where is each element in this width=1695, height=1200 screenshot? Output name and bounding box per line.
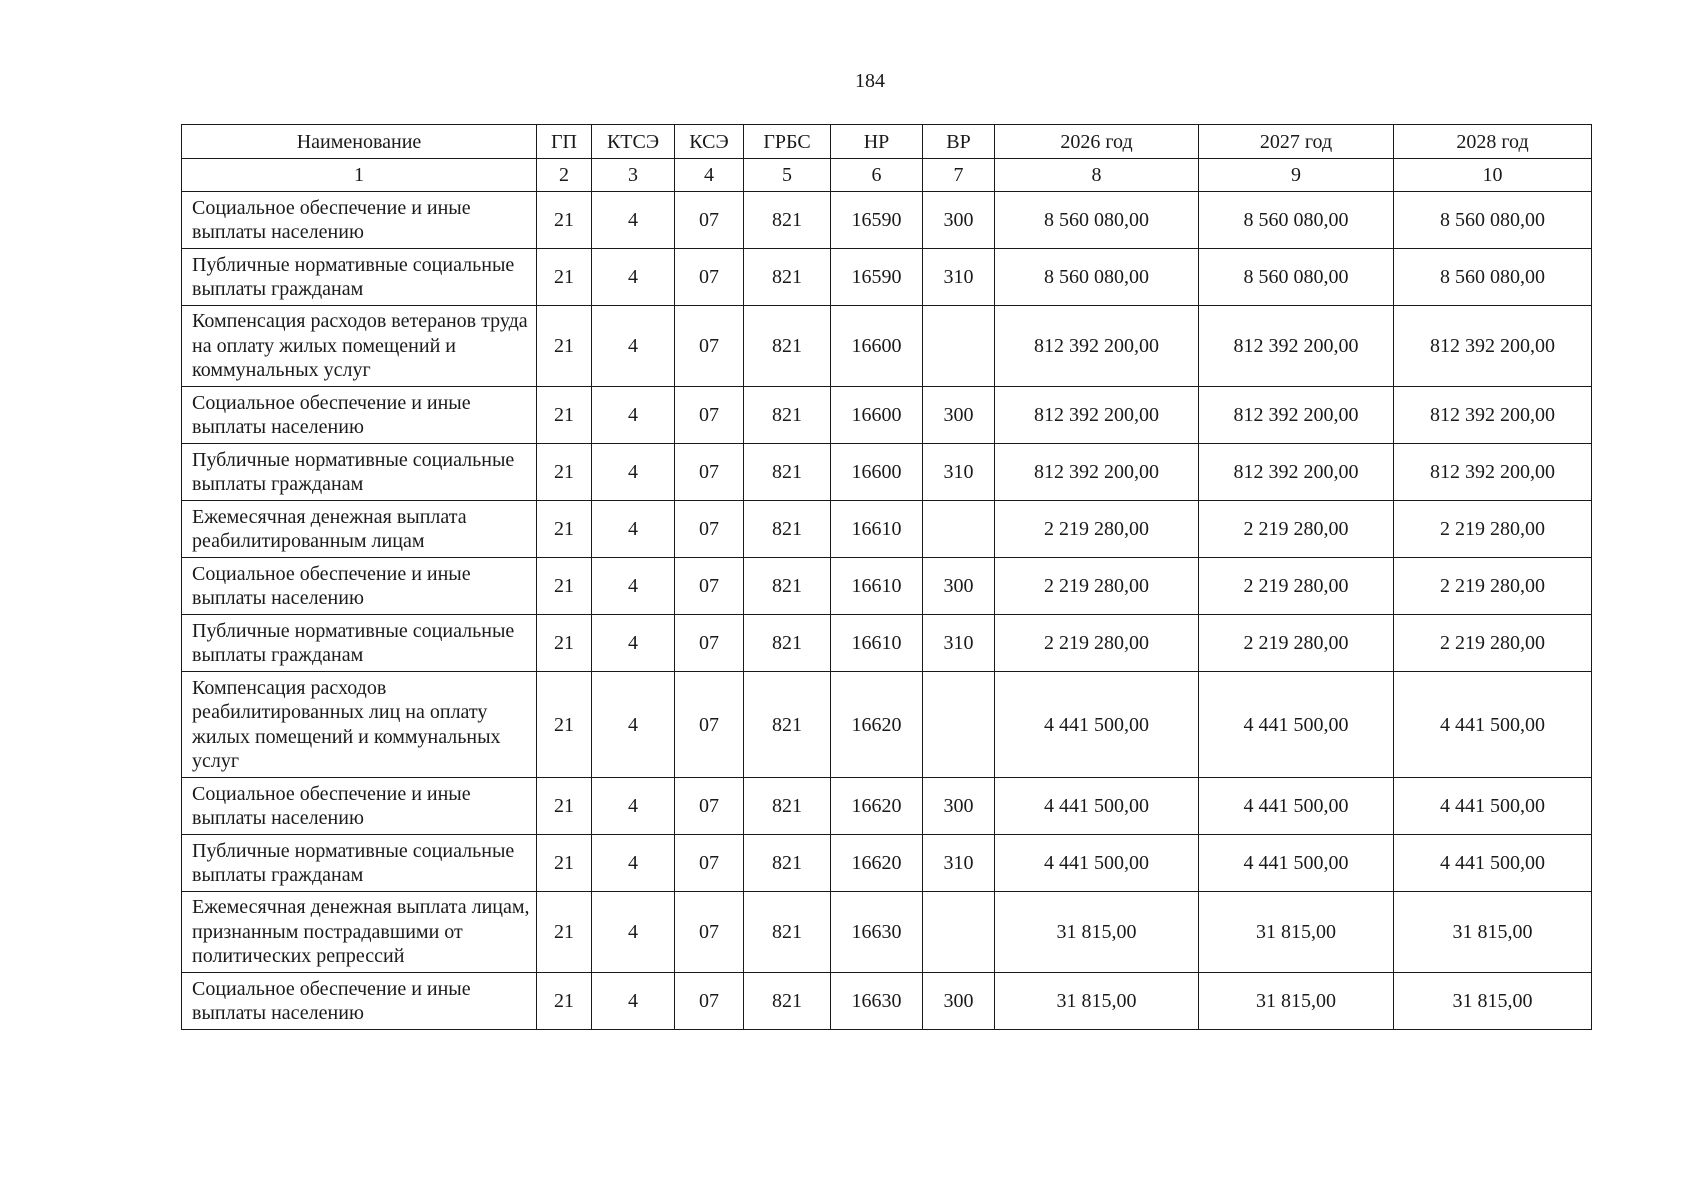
cell-grbs: 821 [744, 892, 831, 973]
cell-vr [923, 306, 995, 387]
cell-grbs: 821 [744, 306, 831, 387]
cell-kse: 07 [675, 444, 744, 501]
cell-2026: 812 392 200,00 [995, 444, 1199, 501]
cell-name: Ежемесячная денежная выплата лицам, признанным пострадавшими от политических репрессий [182, 892, 537, 973]
cell-gp: 21 [537, 892, 592, 973]
cell-name: Ежемесячная денежная выплата реабилитированным лицам [182, 501, 537, 558]
cell-vr: 300 [923, 778, 995, 835]
cell-2027: 31 815,00 [1199, 973, 1394, 1030]
page-number: 184 [855, 70, 885, 92]
cell-2027: 2 219 280,00 [1199, 501, 1394, 558]
cell-2028: 4 441 500,00 [1394, 672, 1592, 778]
table-row [182, 249, 1592, 306]
cell-2027: 812 392 200,00 [1199, 387, 1394, 444]
cell-name: Публичные нормативные социальные выплаты гражданам [182, 249, 537, 306]
cell-nr: 16610 [831, 558, 923, 615]
cell-2026: 2 219 280,00 [995, 558, 1199, 615]
cell-grbs: 821 [744, 387, 831, 444]
cell-name: Социальное обеспечение и иные выплаты населению [182, 973, 537, 1030]
cell-kse: 07 [675, 501, 744, 558]
column-number: 7 [923, 159, 995, 192]
cell-vr [923, 501, 995, 558]
cell-name: Социальное обеспечение и иные выплаты населению [182, 558, 537, 615]
cell-gp: 21 [537, 501, 592, 558]
cell-2028: 2 219 280,00 [1394, 501, 1592, 558]
table-row [182, 835, 1592, 892]
budget-table [181, 124, 1592, 1030]
header-grbs: ГРБС [744, 125, 831, 159]
column-number: 8 [995, 159, 1199, 192]
cell-2028: 8 560 080,00 [1394, 249, 1592, 306]
cell-kse: 07 [675, 249, 744, 306]
cell-name: Социальное обеспечение и иные выплаты населению [182, 778, 537, 835]
cell-nr: 16620 [831, 778, 923, 835]
cell-ktse: 4 [592, 835, 675, 892]
cell-kse: 07 [675, 835, 744, 892]
cell-2027: 2 219 280,00 [1199, 615, 1394, 672]
cell-2027: 8 560 080,00 [1199, 192, 1394, 249]
cell-vr: 310 [923, 249, 995, 306]
cell-2026: 8 560 080,00 [995, 192, 1199, 249]
cell-nr: 16600 [831, 387, 923, 444]
header-name: Наименование [182, 125, 537, 159]
cell-2026: 812 392 200,00 [995, 387, 1199, 444]
cell-2026: 31 815,00 [995, 892, 1199, 973]
cell-nr: 16610 [831, 501, 923, 558]
cell-2028: 4 441 500,00 [1394, 778, 1592, 835]
table-row [182, 501, 1592, 558]
cell-kse: 07 [675, 192, 744, 249]
cell-gp: 21 [537, 973, 592, 1030]
cell-ktse: 4 [592, 778, 675, 835]
table-row [182, 778, 1592, 835]
cell-2028: 4 441 500,00 [1394, 835, 1592, 892]
cell-2027: 812 392 200,00 [1199, 306, 1394, 387]
cell-gp: 21 [537, 778, 592, 835]
cell-2028: 8 560 080,00 [1394, 192, 1592, 249]
table-row [182, 672, 1592, 778]
cell-2026: 4 441 500,00 [995, 778, 1199, 835]
table-row [182, 306, 1592, 387]
column-number: 4 [675, 159, 744, 192]
cell-nr: 16590 [831, 249, 923, 306]
cell-grbs: 821 [744, 444, 831, 501]
cell-ktse: 4 [592, 306, 675, 387]
cell-grbs: 821 [744, 501, 831, 558]
cell-gp: 21 [537, 387, 592, 444]
cell-2026: 812 392 200,00 [995, 306, 1199, 387]
column-number: 2 [537, 159, 592, 192]
cell-ktse: 4 [592, 387, 675, 444]
cell-gp: 21 [537, 306, 592, 387]
cell-gp: 21 [537, 672, 592, 778]
cell-nr: 16620 [831, 672, 923, 778]
cell-2027: 8 560 080,00 [1199, 249, 1394, 306]
cell-2028: 812 392 200,00 [1394, 306, 1592, 387]
cell-2026: 8 560 080,00 [995, 249, 1199, 306]
header-2027: 2027 год [1199, 125, 1394, 159]
cell-gp: 21 [537, 249, 592, 306]
cell-ktse: 4 [592, 892, 675, 973]
cell-grbs: 821 [744, 973, 831, 1030]
cell-ktse: 4 [592, 249, 675, 306]
column-number-row [182, 159, 1592, 192]
cell-vr: 300 [923, 973, 995, 1030]
cell-kse: 07 [675, 672, 744, 778]
table-row [182, 892, 1592, 973]
cell-grbs: 821 [744, 615, 831, 672]
cell-2026: 2 219 280,00 [995, 501, 1199, 558]
cell-nr: 16600 [831, 306, 923, 387]
cell-nr: 16620 [831, 835, 923, 892]
column-number: 1 [182, 159, 537, 192]
cell-ktse: 4 [592, 501, 675, 558]
cell-grbs: 821 [744, 672, 831, 778]
cell-name: Социальное обеспечение и иные выплаты населению [182, 387, 537, 444]
cell-nr: 16590 [831, 192, 923, 249]
cell-ktse: 4 [592, 672, 675, 778]
cell-ktse: 4 [592, 444, 675, 501]
cell-grbs: 821 [744, 835, 831, 892]
cell-2026: 2 219 280,00 [995, 615, 1199, 672]
cell-vr [923, 892, 995, 973]
header-ktse: КТСЭ [592, 125, 675, 159]
cell-kse: 07 [675, 306, 744, 387]
header-kse: КСЭ [675, 125, 744, 159]
cell-nr: 16630 [831, 892, 923, 973]
column-number: 10 [1394, 159, 1592, 192]
column-number: 6 [831, 159, 923, 192]
cell-2027: 812 392 200,00 [1199, 444, 1394, 501]
cell-ktse: 4 [592, 192, 675, 249]
cell-nr: 16630 [831, 973, 923, 1030]
cell-vr [923, 672, 995, 778]
cell-kse: 07 [675, 892, 744, 973]
cell-2028: 31 815,00 [1394, 973, 1592, 1030]
cell-vr: 300 [923, 192, 995, 249]
cell-nr: 16610 [831, 615, 923, 672]
cell-kse: 07 [675, 387, 744, 444]
cell-2028: 2 219 280,00 [1394, 615, 1592, 672]
table-row [182, 444, 1592, 501]
cell-ktse: 4 [592, 558, 675, 615]
table-row [182, 387, 1592, 444]
cell-name: Публичные нормативные социальные выплаты гражданам [182, 444, 537, 501]
cell-grbs: 821 [744, 249, 831, 306]
cell-2028: 812 392 200,00 [1394, 444, 1592, 501]
cell-2028: 31 815,00 [1394, 892, 1592, 973]
cell-2028: 812 392 200,00 [1394, 387, 1592, 444]
cell-kse: 07 [675, 778, 744, 835]
cell-name: Компенсация расходов ветеранов труда на оплату жилых помещений и коммунальных услуг [182, 306, 537, 387]
cell-kse: 07 [675, 973, 744, 1030]
cell-2026: 31 815,00 [995, 973, 1199, 1030]
cell-gp: 21 [537, 192, 592, 249]
cell-nr: 16600 [831, 444, 923, 501]
cell-name: Публичные нормативные социальные выплаты гражданам [182, 835, 537, 892]
cell-grbs: 821 [744, 192, 831, 249]
cell-grbs: 821 [744, 778, 831, 835]
cell-gp: 21 [537, 835, 592, 892]
cell-vr: 310 [923, 444, 995, 501]
table-row [182, 973, 1592, 1030]
cell-gp: 21 [537, 615, 592, 672]
cell-kse: 07 [675, 615, 744, 672]
cell-2027: 2 219 280,00 [1199, 558, 1394, 615]
header-gp: ГП [537, 125, 592, 159]
cell-gp: 21 [537, 444, 592, 501]
cell-vr: 300 [923, 558, 995, 615]
cell-kse: 07 [675, 558, 744, 615]
table-header-row [182, 125, 1592, 159]
cell-2027: 31 815,00 [1199, 892, 1394, 973]
cell-name: Публичные нормативные социальные выплаты гражданам [182, 615, 537, 672]
table-row [182, 192, 1592, 249]
cell-2026: 4 441 500,00 [995, 835, 1199, 892]
column-number: 3 [592, 159, 675, 192]
header-vr: ВР [923, 125, 995, 159]
header-2026: 2026 год [995, 125, 1199, 159]
cell-2027: 4 441 500,00 [1199, 778, 1394, 835]
header-2028: 2028 год [1394, 125, 1592, 159]
cell-ktse: 4 [592, 973, 675, 1030]
cell-vr: 310 [923, 615, 995, 672]
cell-vr: 310 [923, 835, 995, 892]
cell-2028: 2 219 280,00 [1394, 558, 1592, 615]
cell-grbs: 821 [744, 558, 831, 615]
cell-ktse: 4 [592, 615, 675, 672]
column-number: 9 [1199, 159, 1394, 192]
column-number: 5 [744, 159, 831, 192]
cell-2026: 4 441 500,00 [995, 672, 1199, 778]
table-row [182, 615, 1592, 672]
cell-gp: 21 [537, 558, 592, 615]
table-row [182, 558, 1592, 615]
cell-2027: 4 441 500,00 [1199, 835, 1394, 892]
cell-2027: 4 441 500,00 [1199, 672, 1394, 778]
cell-name: Компенсация расходов реабилитированных лиц на оплату жилых помещений и коммунальных услуг [182, 672, 537, 778]
cell-vr: 300 [923, 387, 995, 444]
cell-name: Социальное обеспечение и иные выплаты населению [182, 192, 537, 249]
header-nr: НР [831, 125, 923, 159]
